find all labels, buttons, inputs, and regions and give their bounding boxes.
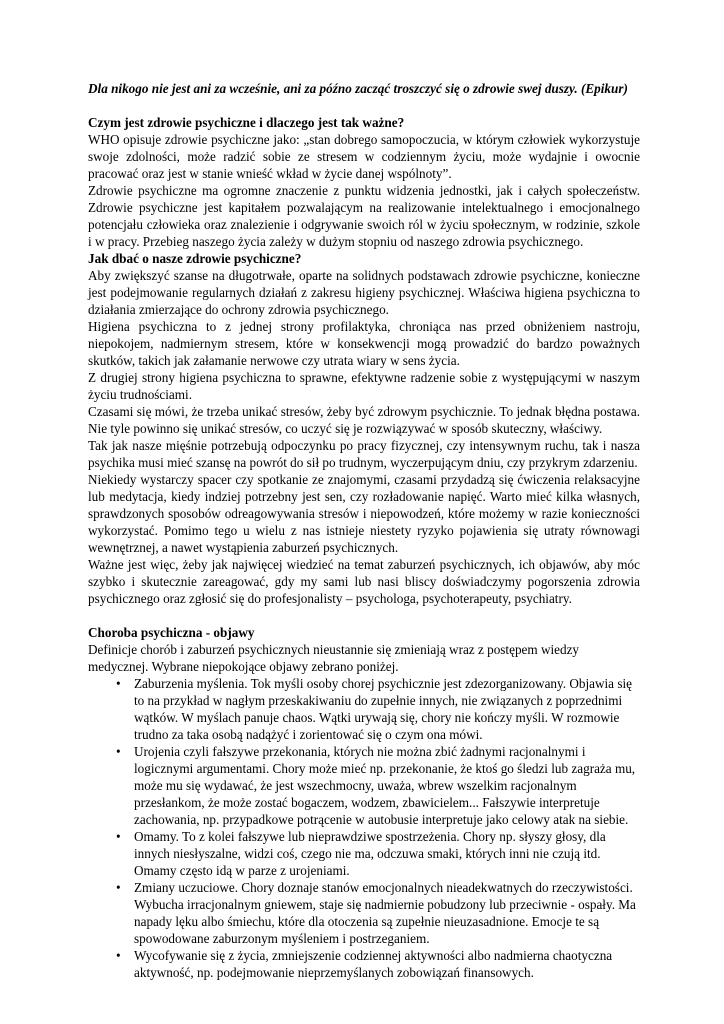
paragraph: Zdrowie psychiczne ma ogromne znaczenie z punktu widzenia jednostki, jak i całych społeczeństw. Zdrowie psychiczne jest kapitałem pozwalającym na realizowanie intelektualnego i emocjonalnego potencjału człowieka oraz znalezienie i odgrywanie swoich ról w życiu społecznym, w rodzinie, szkole i w pracy. Przebieg naszego życia zależy w dużym stopniu od naszego zdrowia psychicznego. <box>88 183 640 249</box>
paragraph: Higiena psychiczna to z jednej strony profilaktyka, chroniąca nas przed obniżeniem nastroju, niepokojem, nadmiernym stresem, które w konsekwencji mogą prowadzić do bardzo poważnych skutków, takich jak załamanie nerwowe czy utrata wiary w sens życia. <box>88 319 640 368</box>
paragraph: Aby zwiększyć szanse na długotrwałe, oparte na solidnych podstawach zdrowie psychiczne, konieczne jest podejmowanie regularnych działań z zakresu higieny psychicznej. Właściwa higiena psychiczna to działania zmierzające do ochrony zdrowia psychicznego. <box>88 268 640 317</box>
paragraph: Czasami się mówi, że trzeba unikać stresów, żeby być zdrowym psychicznie. To jednak błędna postawa. Nie tyle powinno się unikać stresów, co uczyć się je rozwiązywać w sposób skuteczny, właściwy. <box>88 404 640 436</box>
symptom-list <box>88 675 640 981</box>
list-item: • Urojenia czyli fałszywe przekonania, których nie można zbić żadnymi racjonalnymi i logicznymi argumentami. Chory może mieć np. przekonanie, że ktoś go śledzi lub zagraża mu, może mu się wydawać, że jest wszechmocny, uważa, wbrew wszelkim racjonalnym przesłankom, że może zostać bogaczem, wodzem, zbawicielem... Fałszywie interpretuje zachowania, np. przypadkowe potrącenie w autobusie interpretuje jako celowy atak na siebie. <box>134 743 640 828</box>
list-item: • Wycofywanie się z życia, zmniejszenie codziennej aktywności albo nadmierna chaotyczna aktywność, np. podejmowanie nieprzemyślanych zobowiązań finansowych. <box>134 947 640 981</box>
paragraph: Definicje chorób i zaburzeń psychicznych nieustannie się zmieniają wraz z postępem wiedzy medycznej. Wybrane niepokojące objawy zebrano poniżej. <box>88 642 580 674</box>
list-item: • Zmiany uczuciowe. Chory doznaje stanów emocjonalnych nieadekwatnych do rzeczywistości. Wybucha irracjonalnym gniewem, staje się nadmiernie pobudzony lub przeciwnie - ospały. Ma napady lęku albo śmiechu, które dla otoczenia są zupełnie nieuzasadnione. Emocje te są spowodowane zaburzonym myśleniem i postrzeganiem. <box>134 879 640 947</box>
list-item: • Zaburzenia myślenia. Tok myśli osoby chorej psychicznie jest zdezorganizowany. Objawia się to na przykład w nagłym przeskakiwaniu do zupełnie innych, nie związanych z poprzednimi wątków. W myślach panuje chaos. Wątki urywają się, chory nie kończy myśli. W rozmowie trudno za taka osobą nadążyć i zorientować się o czym ona mówi. <box>134 675 640 743</box>
spacer <box>88 607 640 624</box>
paragraph: WHO opisuje zdrowie psychiczne jako: „stan dobrego samopoczucia, w którym człowiek wykorzystuje swoje zdolności, może radzić sobie ze stresem w codziennym życiu, może wydajnie i owocnie pracować oraz jest w stanie wnieść wkład w życie danej wspólnoty”. <box>88 132 640 181</box>
list-item: • Omamy. To z kolei fałszywe lub nieprawdziwe spostrzeżenia. Chory np. słyszy głosy, dla innych niesłyszalne, widzi coś, czego nie ma, odczuwa smaki, których inni nie czują itd. Omamy często idą w parze z urojeniami. <box>134 828 640 879</box>
document-page <box>88 80 640 981</box>
paragraph: Z drugiej strony higiena psychiczna to sprawne, efektywne radzenie sobie z występującymi w naszym życiu trudnościami. <box>88 370 640 402</box>
motto-quote: Dla nikogo nie jest ani za wcześnie, ani za późno zacząć troszczyć się o zdrowie swej duszy. (Epikur) <box>88 81 628 96</box>
section-heading-how-to-care: Jak dbać o nasze zdrowie psychiczne? <box>88 251 302 266</box>
paragraph: Tak jak nasze mięśnie potrzebują odpoczynku po pracy fizycznej, czy intensywnym ruchu, tak i nasza psychika musi mieć szansę na powrót do sił po trudnym, wyczerpującym dniu, czy przykrym zdarzeniu. <box>88 438 640 470</box>
paragraph: Niekiedy wystarczy spacer czy spotkanie ze znajomymi, czasami przydadzą się ćwiczenia relaksacyjne lub medytacja, kiedy indziej potrzebny jest sen, czy rozładowanie napięć. Warto mieć kilka własnych, sprawdzonych sposobów odreagowywania stresów i niepowodzeń, które możemy w razie konieczności wykorzystać. Pomimo tego u wielu z nas istnieje niestety ryzyko pojawienia się utraty równowagi wewnętrznej, a nawet wystąpienia zaburzeń psychicznych. <box>88 472 640 555</box>
section-heading-what-is-mental-health: Czym jest zdrowie psychiczne i dlaczego jest tak ważne? <box>88 115 405 130</box>
section-heading-symptoms: Choroba psychiczna - objawy <box>88 625 255 640</box>
paragraph: Ważne jest więc, żeby jak najwięcej wiedzieć na temat zaburzeń psychicznych, ich objawów, aby móc szybko i skutecznie zareagować, gdy my sami lub nasi bliscy doświadczymy pogorszenia zdrowia psychicznego oraz zgłosić się do profesjonalisty – psychologa, psychoterapeuty, psychiatry. <box>88 557 640 606</box>
